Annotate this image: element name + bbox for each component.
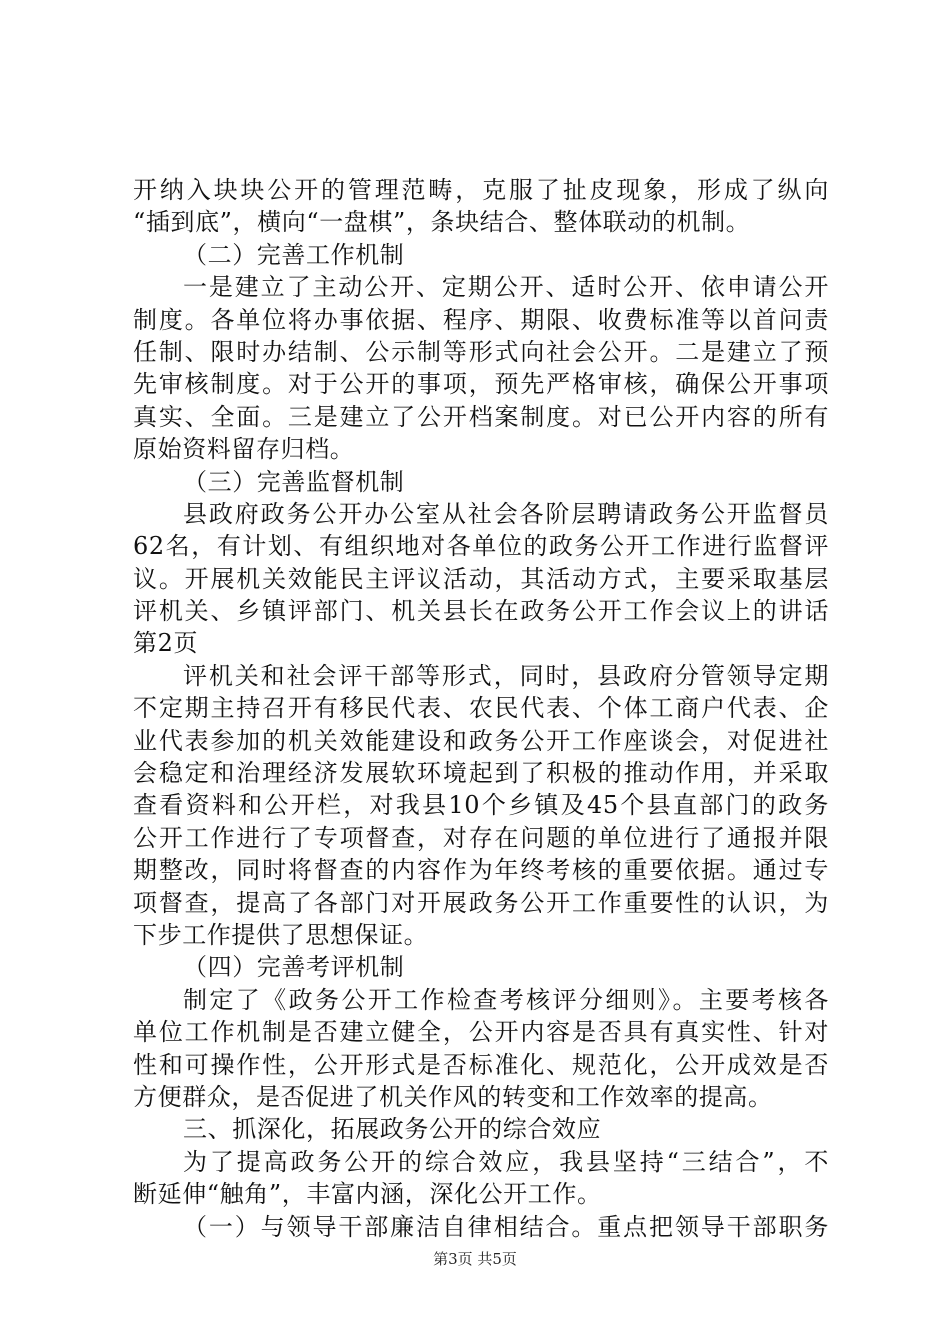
page-number-label: 第3页 共5页: [433, 1250, 517, 1268]
section-heading: 三、抓深化，拓展政务公开的综合效应: [183, 1115, 602, 1144]
text-line: 真实、全面。三是建立了公开档案制度。对已公开内容的所有: [133, 402, 829, 431]
text-line: 制定了《政务公开工作检查考核评分细则》。主要考核各: [183, 985, 829, 1014]
text-line: 查看资料和公开栏，对我县10个乡镇及45个县直部门的政务: [133, 791, 829, 820]
text-line: 公开工作进行了专项督查，对存在问题的单位进行了通报并限: [133, 823, 829, 852]
text-line: 期整改，同时将督查的内容作为年终考核的重要依据。通过专: [133, 856, 829, 885]
text-line: 议。开展机关效能民主评议活动，其活动方式，主要采取基层: [133, 564, 829, 593]
text-line: 62名，有计划、有组织地对各单位的政务公开工作进行监督评: [133, 532, 829, 561]
text-line: 一是建立了主动公开、定期公开、适时公开、依申请公开: [183, 273, 829, 302]
text-line: 性和可操作性，公开形式是否标准化、规范化，公开成效是否: [133, 1050, 829, 1079]
text-line: （一）与领导干部廉洁自律相结合。重点把领导干部职务: [183, 1212, 829, 1241]
page-footer: [0, 1248, 950, 1269]
text-line: 开纳入块块公开的管理范畴，克服了扯皮现象，形成了纵向: [133, 176, 829, 204]
section-heading: （三）完善监督机制: [183, 467, 405, 496]
document-body: [133, 174, 829, 1243]
text-line: 评机关和社会评干部等形式，同时，县政府分管领导定期: [183, 661, 829, 690]
inline-page-marker: 第2页: [133, 629, 199, 658]
text-line: 先审核制度。对于公开的事项，预先严格审核，确保公开事项: [133, 370, 829, 399]
text-line: 原始资料留存归档。: [133, 435, 355, 464]
text-line: 业代表参加的机关效能建设和政务公开工作座谈会，对促进社: [133, 726, 829, 755]
section-heading: （四）完善考评机制: [183, 953, 405, 982]
text-line: 制度。各单位将办事依据、程序、期限、收费标准等以首问责: [133, 305, 829, 334]
text-line: “插到底”，横向“一盘棋”，条块结合、整体联动的机制。: [133, 208, 751, 237]
text-line: 断延伸“触角”，丰富内涵，深化公开工作。: [133, 1180, 602, 1209]
text-line: 方便群众，是否促进了机关作风的转变和工作效率的提高。: [133, 1082, 773, 1111]
text-line: 任制、限时办结制、公示制等形式向社会公开。二是建立了预: [133, 337, 829, 366]
section-heading: （二）完善工作机制: [183, 240, 405, 269]
text-line: 县政府政务公开办公室从社会各阶层聘请政务公开监督员: [183, 499, 829, 528]
text-line: 项督查，提高了各部门对开展政务公开工作重要性的认识，为: [133, 888, 829, 917]
text-line: 下步工作提供了思想保证。: [133, 920, 429, 949]
text-line: 不定期主持召开有移民代表、农民代表、个体工商户代表、企: [133, 694, 829, 723]
text-line: 单位工作机制是否建立健全，公开内容是否具有真实性、针对: [133, 1018, 829, 1047]
text-line: 会稳定和治理经济发展软环境起到了积极的推动作用，并采取: [133, 759, 829, 788]
text-line: 评机关、乡镇评部门、机关县长在政务公开工作会议上的讲话: [133, 597, 829, 626]
text-line: 为了提高政务公开的综合效应，我县坚持“三结合”，不: [183, 1147, 829, 1176]
